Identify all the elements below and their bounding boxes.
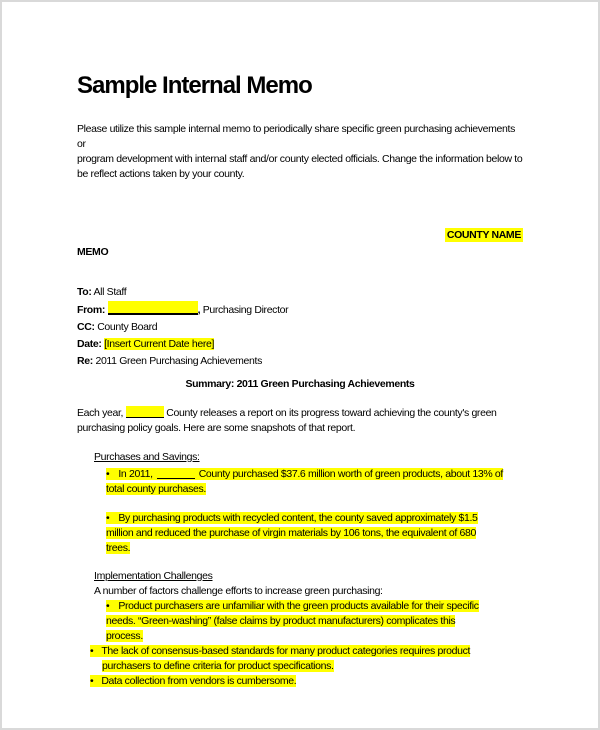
intro-line-3: be reflect actions taken by your county.: [77, 168, 245, 180]
bullet1-pre: In 2011,: [118, 468, 153, 480]
memo-header-fields: [77, 284, 523, 370]
re-value: 2011 Green Purchasing Achievements: [95, 355, 262, 367]
section-purchases: [77, 450, 523, 556]
from-title: Purchasing Director: [202, 304, 289, 316]
challenge1-line3: process.: [106, 630, 143, 642]
date-placeholder: [Insert Current Date here]: [104, 338, 215, 350]
bullet2-line3: trees.: [106, 542, 131, 554]
county-name-line: [77, 228, 523, 243]
challenges-lead: A number of factors challenge efforts to increase green purchasing:: [94, 585, 383, 597]
bullet-icon: •: [106, 512, 110, 524]
challenge3-line1: Data collection from vendors is cumbersome.: [101, 675, 297, 687]
bullet-unfamiliar-products: [77, 599, 523, 644]
section-challenges: [77, 569, 523, 689]
challenge2-line1: The lack of consensus-based standards for many product categories requires product: [101, 645, 471, 657]
re-label: Re:: [77, 355, 93, 367]
memo-label: MEMO: [77, 246, 109, 258]
challenge1-line2: needs. “Green-washing” (false claims by product manufacturers) complicates this: [106, 615, 456, 627]
from-comma: ,: [197, 304, 201, 316]
purchases-heading: Purchases and Savings:: [94, 451, 200, 463]
intro-line-1: Please utilize this sample internal memo to periodically share specific green purchasing achievements or: [77, 123, 515, 150]
bullet-icon: •: [90, 645, 94, 657]
bullet1-line1: County purchased $37.6 million worth of green products, about 13% of: [198, 468, 503, 480]
bullet2-line1: By purchasing products with recycled content, the county saved approximately $1.5: [118, 512, 478, 524]
county-name-placeholder: COUNTY NAME: [446, 229, 521, 241]
bullet-data-collection: [77, 674, 523, 689]
field-from: [77, 301, 523, 319]
summary-line2: purchasing policy goals. Here are some snapshots of that report.: [77, 422, 356, 434]
challenge2-line2: purchasers to define criteria for product specifications.: [102, 660, 334, 672]
bullet-icon: •: [106, 600, 110, 612]
challenge1-line1: Product purchasers are unfamiliar with the green products available for their specific: [118, 600, 479, 612]
page-title: Sample Internal Memo: [77, 72, 312, 99]
bullet-green-purchases: [77, 467, 523, 497]
challenges-heading: Implementation Challenges: [94, 570, 213, 582]
bullet1-line2: total county purchases.: [106, 483, 206, 495]
county-blank-placeholder-2: [157, 467, 195, 479]
intro-paragraph: [77, 122, 523, 182]
intro-line-2: program development with internal staff and/or county elected officials. Change the information below to: [77, 153, 523, 165]
to-label: To:: [77, 286, 92, 298]
summary-line1-post: County releases a report on its progress toward achieving the county's green: [166, 407, 497, 419]
date-label: Date:: [77, 338, 102, 350]
cc-label: CC:: [77, 321, 95, 333]
field-date: [77, 336, 523, 353]
from-blank-placeholder: [108, 301, 198, 315]
summary-line1-pre: Each year,: [77, 407, 124, 419]
county-blank-placeholder: [126, 406, 164, 418]
field-to: [77, 284, 523, 301]
summary-heading: Summary: 2011 Green Purchasing Achievements: [185, 378, 415, 390]
bullet-recycled-savings: [77, 511, 523, 556]
bullet-standards: [77, 644, 523, 674]
cc-value: County Board: [97, 321, 158, 333]
to-value: All Staff: [93, 286, 127, 298]
from-label: From:: [77, 304, 105, 316]
bullet-icon: •: [106, 468, 110, 480]
field-cc: [77, 319, 523, 336]
bullet2-line2: million and reduced the purchase of virgin materials by 106 tons, the equivalent of 680: [106, 527, 476, 539]
bullet-icon: •: [90, 675, 94, 687]
field-re: [77, 353, 523, 370]
summary-paragraph: [77, 406, 523, 436]
